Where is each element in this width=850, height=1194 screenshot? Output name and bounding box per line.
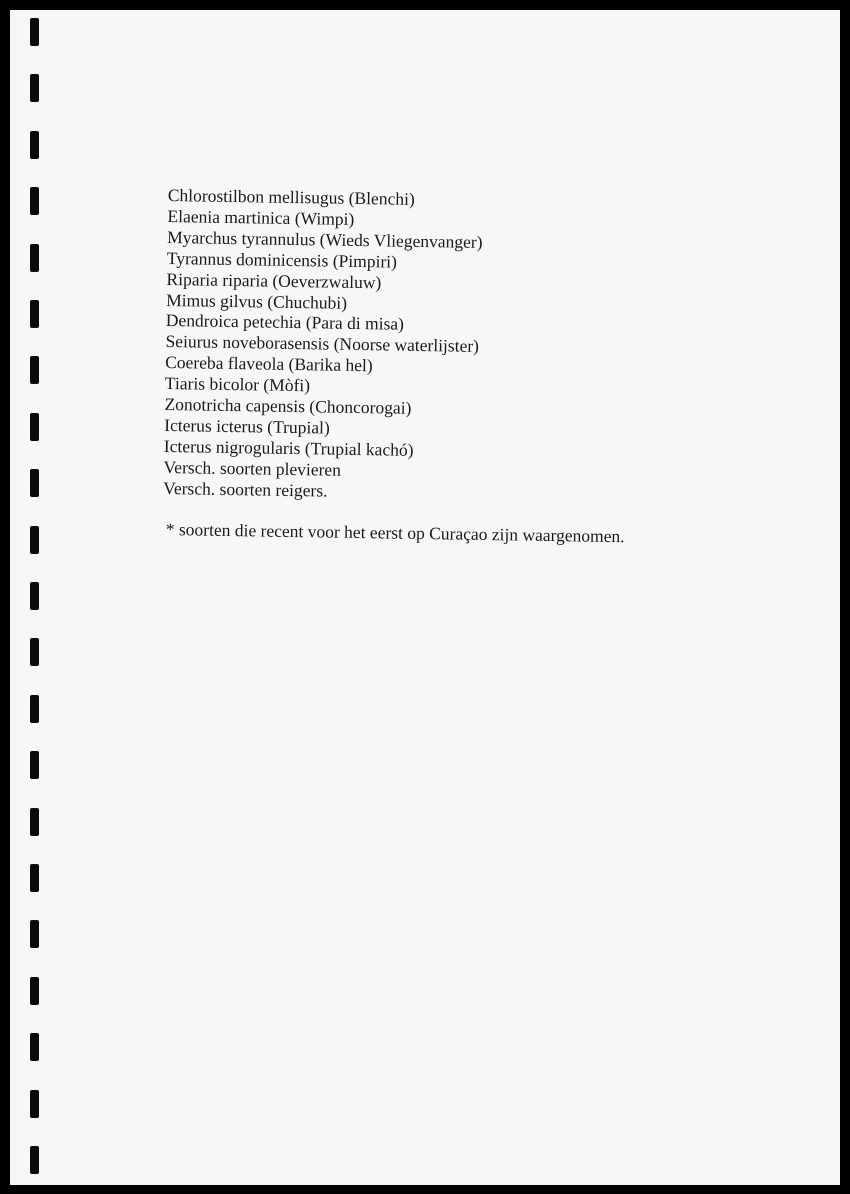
- binding-hole: [30, 356, 39, 384]
- species-item: Dendroica petechia (Para di misa): [165, 310, 405, 335]
- species-item: Chlorostilbon mellisugus (Blenchi): [167, 185, 415, 209]
- species-item: Icterus nigrogularis (Trupial kachó): [163, 435, 414, 460]
- species-item: Mimus gilvus (Chuchubi): [166, 289, 348, 313]
- binding-hole: [30, 582, 39, 610]
- species-item: Zonotricha capensis (Choncorogai): [164, 394, 412, 418]
- footnote: * soorten die recent voor het eerst op Curaçao zijn waargenomen.: [165, 518, 625, 547]
- species-item: Coereba flaveola (Barika hel): [165, 352, 373, 376]
- binding-hole: [30, 74, 39, 102]
- species-item: Elaenia martinica (Wimpi): [167, 205, 355, 229]
- binding-hole: [30, 469, 39, 497]
- binding-hole: [30, 920, 39, 948]
- species-item: Versch. soorten plevieren: [163, 456, 342, 480]
- binding-hole: [30, 18, 39, 46]
- binding-hole: [30, 751, 39, 779]
- species-item: Versch. soorten reigers.: [163, 477, 328, 501]
- binding-hole: [30, 413, 39, 441]
- binding-hole: [30, 977, 39, 1005]
- binding-hole: [30, 187, 39, 215]
- species-item: Riparia riparia (Oeverzwaluw): [166, 268, 382, 292]
- binding-hole: [30, 131, 39, 159]
- binding-hole: [30, 638, 39, 666]
- species-list: [163, 185, 728, 507]
- document-page: [10, 10, 840, 1185]
- binding-hole: [30, 1146, 39, 1174]
- species-item: Tiaris bicolor (Mòfi): [164, 373, 311, 396]
- binding-hole: [30, 808, 39, 836]
- species-item: Seiurus noveborasensis (Noorse waterlijster): [165, 331, 480, 357]
- species-item: Icterus icterus (Trupial): [164, 414, 330, 438]
- binding-hole: [30, 695, 39, 723]
- binding-hole: [30, 526, 39, 554]
- species-item: Tyrannus dominicensis (Pimpiri): [166, 247, 398, 272]
- binding-holes: [30, 18, 40, 1188]
- binding-hole: [30, 864, 39, 892]
- binding-hole: [30, 300, 39, 328]
- binding-hole: [30, 244, 39, 272]
- species-item: Myarchus tyrannulus (Wieds Vliegenvanger): [167, 226, 483, 252]
- binding-hole: [30, 1033, 39, 1061]
- binding-hole: [30, 1090, 39, 1118]
